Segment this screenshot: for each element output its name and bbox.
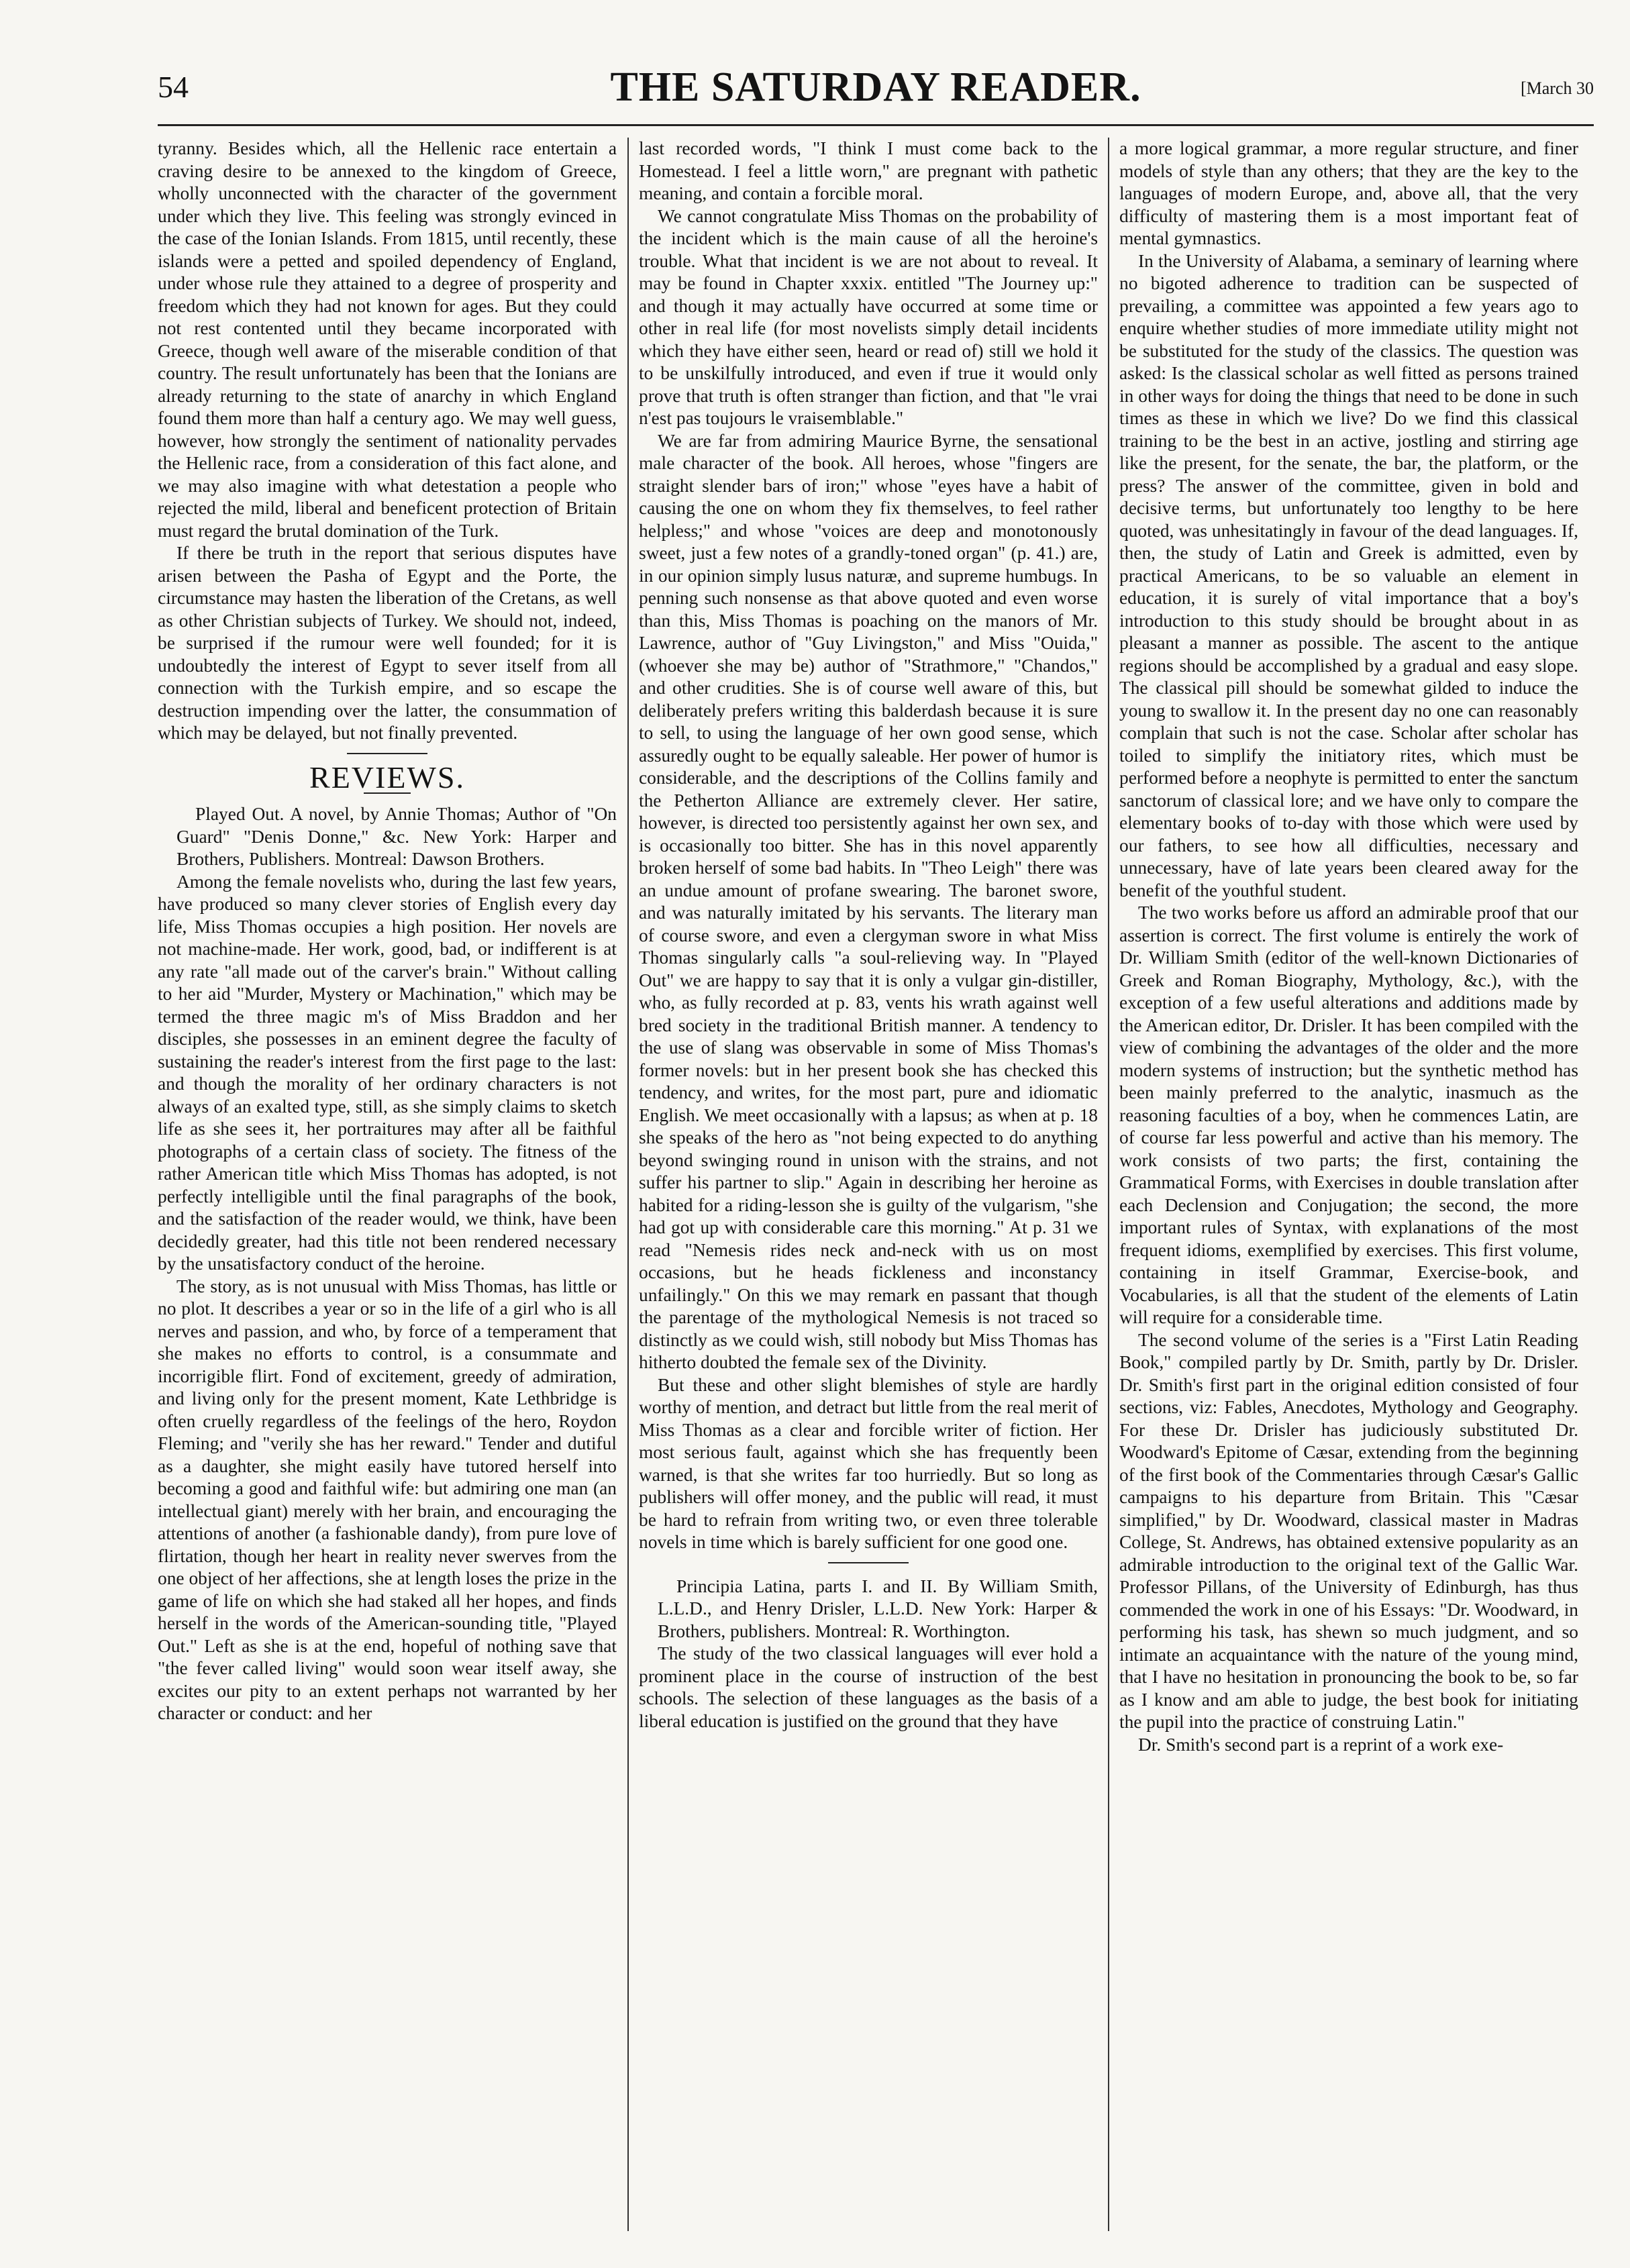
issue-date: [March 30 (1520, 79, 1594, 98)
article-paragraph: In the University of Alabama, a seminary of learning where no bigoted adherence to tradition can be suspected of prevailing, a committee was appointed a few years ago to enquire whether studies of more immediate utility might not be substituted for the study of the classics. The question was asked: Is the classical scholar as well fitted as persons trained in other ways for doing the things that need to be done in such times as these in which we live? Do we find this classical training to be the best in an active, jostling and stirring age like the present, for the senate, the bar, the platform, or the press? The answer of the committee, given in bold and decisive terms, but unfortunately too lengthy to be here quoted, was unhesitatingly in favour of the dead languages. If, then, the study of Latin and Greek is admitted, even by practical Americans, to be so valuable an element in education, it is surely of vital importance that a boy's introduction to this study should be brought about in as pleasant a manner as possible. The ascent to the antique regions should be accomplished by a gradual and easy slope. The classical pill should be somewhat gilded to induce the young to swallow it. In the present day no one can reasonably complain that such is not the case. Scholar after scholar has toiled to simplify the initiatory rites, which must be performed before a neophyte is permitted to enter the sanctum sanctorum of classical lore; and we have only to compare the elementary books of to-day with those which were used by our fathers, to see how all difficulties, necessary and unnecessary, have of late years been cleared away for the benefit of the youthful student. (1119, 250, 1578, 900)
article-paragraph: The study of the two classical languages will ever hold a prominent place in the course of instruction of the best schools. The selection of these languages as the basis of a liberal education is justified on the ground that they have (639, 1643, 1098, 1731)
article-paragraph: a more logical grammar, a more regular structure, and finer models of style than any others; that they are the key to the languages of modern Europe, and, above all, that the very difficulty of mastering them is a most important feat of mental gymnastics. (1119, 138, 1578, 248)
article-paragraph: We cannot congratulate Miss Thomas on the probability of the incident which is the main cause of all the heroine's trouble. What that incident is we are not about to reveal. It may be found in Chapter xxxix. entitled "The Journey up:" and though it may actually have occurred at some time or other in real life (for most novelists simply detail incidents which they have either seen, heard or read of) still we hold it to be unskilfully introduced, and even if true it would only prove that truth is often stranger than fiction, and that "le vrai n'est pas toujours le vraisemblable." (639, 205, 1098, 428)
column-2 (639, 138, 1098, 2231)
article-paragraph: last recorded words, "I think I must come back to the Homestead. I feel a little worn," are pregnant with pathetic meaning, and contain a forcible moral. (639, 138, 1098, 203)
article-paragraph: The two works before us afford an admirable proof that our assertion is correct. The first volume is entirely the work of Dr. William Smith (editor of the well-known Dictionaries of Greek and Roman Biography, Mythology, &c.), with the exception of a few useful alterations and additions made by the American editor, Dr. Drisler. It has been compiled with the view of combining the advantages of the older and the more modern systems of instruction; but the synthetic method has been mainly preferred to the analytic, inasmuch as the reasoning faculties of a boy, when he commences Latin, are of course far less powerful and active than his memory. The work consists of two parts; the first, containing the Grammatical Forms, with Exercises in double translation after each Declension and Conjugation; the second, the more important rules of Syntax, with explanations of the most frequent idioms, exemplified by exercises. This first volume, containing in itself Grammar, Exercise-book, and Vocabularies, is all that the student of the elements of Latin will require for a considerable time. (1119, 903, 1578, 1327)
column-1 (158, 138, 617, 2231)
section-heading-reviews: REVIEWS. (309, 760, 465, 794)
article-paragraph: The story, as is not unusual with Miss Thomas, has little or no plot. It describes a year or so in the life of a girl who is all nerves and passion, and who, by force of a temperament that she makes no efforts to control, is a consummate and incorrigible flirt. Fond of excitement, greedy of admiration, and living only for the present moment, Kate Lethbridge is often cruelly regardless of the feelings of the hero, Roydon Fleming; and "verily she has her reward." Tender and dutiful as a daughter, she might easily have tutored herself into becoming a good and faithful wife: but admiring one man (an intellectual giant) merely with her brain, and encouraging the attentions of another (a fashionable dandy), from pure love of flirtation, though her heart in reality never swerves from the one object of her affections, she at length loses the prize in the game of life on which she had staked all her hopes, and finds herself in the words of the American-sounding title, "Played Out." Left as she is at the end, hopeful of nothing save that "the fever called living" would soon wear itself away, she excites our pity to an extent perhaps not warranted by her character or conduct: and her (158, 1276, 617, 1723)
column-divider (1108, 138, 1109, 2231)
section-divider (828, 1562, 909, 1563)
column-3 (1119, 138, 1578, 2231)
article-paragraph: But these and other slight blemishes of style are hardly worthy of mention, and detract but little from the real merit of Miss Thomas as a clear and forcible writer of fiction. Her most serious fault, against which she has frequently been warned, is that she writes far too hurriedly. But so long as publishers will offer money, and the public will read, it must be hard to refrain from writing two, or even three tolerable novels in time which is barely sufficient for one good one. (639, 1374, 1098, 1552)
page-number: 54 (158, 70, 189, 104)
column-divider (627, 138, 629, 2231)
header-rule (158, 124, 1594, 126)
article-paragraph: If there be truth in the report that serious disputes have arisen between the Pasha of Egypt and the Porte, the circumstance may hasten the liberation of the Cretans, as well as other Christian subjects of Turkey. We should not, indeed, be surprised if the rumour were well founded; for it is undoubtedly the interest of Egypt to sever itself from all connection with the Turkish empire, and so escape the destruction impending over the latter, the consummation of which may be delayed, but not finally prevented. (158, 543, 617, 743)
review-citation: Principia Latina, parts I. and II. By William Smith, L.L.D., and Henry Drisler, L.L.D. New York: Harper & Brothers, publishers. Montreal: R. Worthington. (658, 1576, 1098, 1641)
article-paragraph: Among the female novelists who, during the last few years, have produced so many clever stories of English every day life, Miss Thomas occupies a high position. Her novels are not machine-made. Her work, good, bad, or indifferent is at any rate "all made out of the carver's brain." Without calling to her aid "Murder, Mystery or Machination," which may be termed the three magic m's of Miss Braddon and her disciples, she possesses in an eminent degree the faculty of sustaining the reader's interest from the first page to the last: and though the morality of her ordinary characters is not always of an exalted type, still, as she simply claims to sketch life as she sees it, her portraitures may after all be faithful photographs of a certain class of society. The fitness of the rather American title which Miss Thomas has adopted, is not perfectly intelligible until the final paragraphs of the book, and the satisfaction of the reader would, we think, have been decidedly greater, had this title not been rendered necessary by the unsatisfactory conduct of the heroine. (158, 871, 617, 1274)
masthead-title: THE SATURDAY READER. (610, 64, 1141, 110)
article-paragraph: tyranny. Besides which, all the Hellenic race entertain a craving desire to be annexed to the kingdom of Greece, wholly unconnected with the character of the government under which they live. This feeling was strongly evinced in the case of the Ionian Islands. From 1815, until recently, these islands were a petted and spoiled dependency of England, under whose rule they attained to a degree of prosperity and freedom which they had not known for ages. But they could not rest contented until they became incorporated with Greece, though well aware of the miserable condition of that country. The result unfortunately has been that the Ionians are already returning to the state of anarchy in which England found them more than half a century ago. We may well guess, however, how strongly the sentiment of nationality pervades the Hellenic race, from a consideration of this fact alone, and we may also imagine with what detestation a people who rejected the mild, liberal and beneficent protection of Britain must regard the brutal domination of the Turk. (158, 138, 617, 541)
review-citation: Played Out. A novel, by Annie Thomas; Author of "On Guard" "Denis Donne," &c. New York: Harper and Brothers, Publishers. Montreal: Dawson Brothers. (176, 804, 617, 869)
article-paragraph: We are far from admiring Maurice Byrne, the sensational male character of the book. All heroes, whose "fingers are straight slender bars of iron;" whose "eyes have a habit of causing the one on whom they fix themselves, to feel rather helpless;" and whose "voices are deep and monotonously sweet, just a few notes of a grandly-toned organ" (p. 41.) are, in our opinion simply lusus naturæ, and supreme humbugs. In penning such nonsense as that above quoted and even worse than this, Miss Thomas is poaching on the manors of Mr. Lawrence, author of "Guy Livingston," and Miss "Ouida," (whoever she may be) author of "Strathmore," "Chandos," and other crudities. She is of course well aware of this, but deliberately prefers writing this balderdash because it is sure to sell, to using the language of her own good sense, which assuredly ought to be equally saleable. Her power of humor is considerable, and the descriptions of the Collins family and the Petherton Alliance are extremely clever. Her satire, however, is directed too persistently against her own sex, and is occasionally too bitter. She has in this novel apparently broken herself of some bad habits. In "Theo Leigh" there was an undue amount of profane swearing. The baronet swore, and was naturally imitated by his servants. The literary man of course swore, and even a clergyman swore in what Miss Thomas singularly calls "a soul-relieving way. In "Played Out" we are happy to say that it is only a vulgar gin-distiller, who, as fully recorded at p. 83, vents his wrath against well bred society in the traditional British manner. A tendency to the use of slang was observable in some of Miss Thomas's former novels: but in her present book she has checked this tendency, and writes, for the most part, pure and idiomatic English. We meet occasionally with a lapsus; as when at p. 18 she speaks of the hero as "not being expected to do anything beyond swinging round in unison with the strains, and not suffer his partner to slip." Again in describing her heroine as habited for a riding-lesson she is guilty of the vulgarism, "she had got up with considerable care this morning." At p. 31 we read "Nemesis rides neck and-neck with us on most occasions, but he heads fickleness and inconstancy unfailingly." On this we may remark en passant that though the parentage of the mythological Nemesis is not traced so distinctly as we could wish, still nobody but Miss Thomas has hitherto doubted the female sex of the Divinity. (639, 430, 1098, 1372)
article-paragraph: The second volume of the series is a "First Latin Reading Book," compiled partly by Dr. Smith, partly by Dr. Drisler. Dr. Smith's first part in the original edition consisted of four sections, viz: Fables, Anecdotes, Mythology and Geography. For these Dr. Drisler has judiciously substituted Dr. Woodward's Epitome of Cæsar, extending from the beginning of the first book of the Commentaries through Cæsar's Gallic campaigns to his departure from Britain. This "Cæsar simplified," by Dr. Woodward, classical master in Madras College, St. Andrews, has obtained extensive popularity as an admirable introduction to the original text of the Gallic War. Professor Pillans, of the University of Edinburgh, has thus commended the work in one of his Essays: "Dr. Woodward, in performing his task, has shewn so much judgment, and so intimate an acquaintance with the nature of the young mind, that I have no hesitation in pronouncing the book to be, so far as I know and am able to judge, the best book for initiating the pupil into the practice of construing Latin." (1119, 1329, 1578, 1732)
article-paragraph: Dr. Smith's second part is a reprint of a work exe- (1138, 1734, 1504, 1755)
section-divider (347, 753, 427, 754)
page-header (158, 64, 1594, 117)
